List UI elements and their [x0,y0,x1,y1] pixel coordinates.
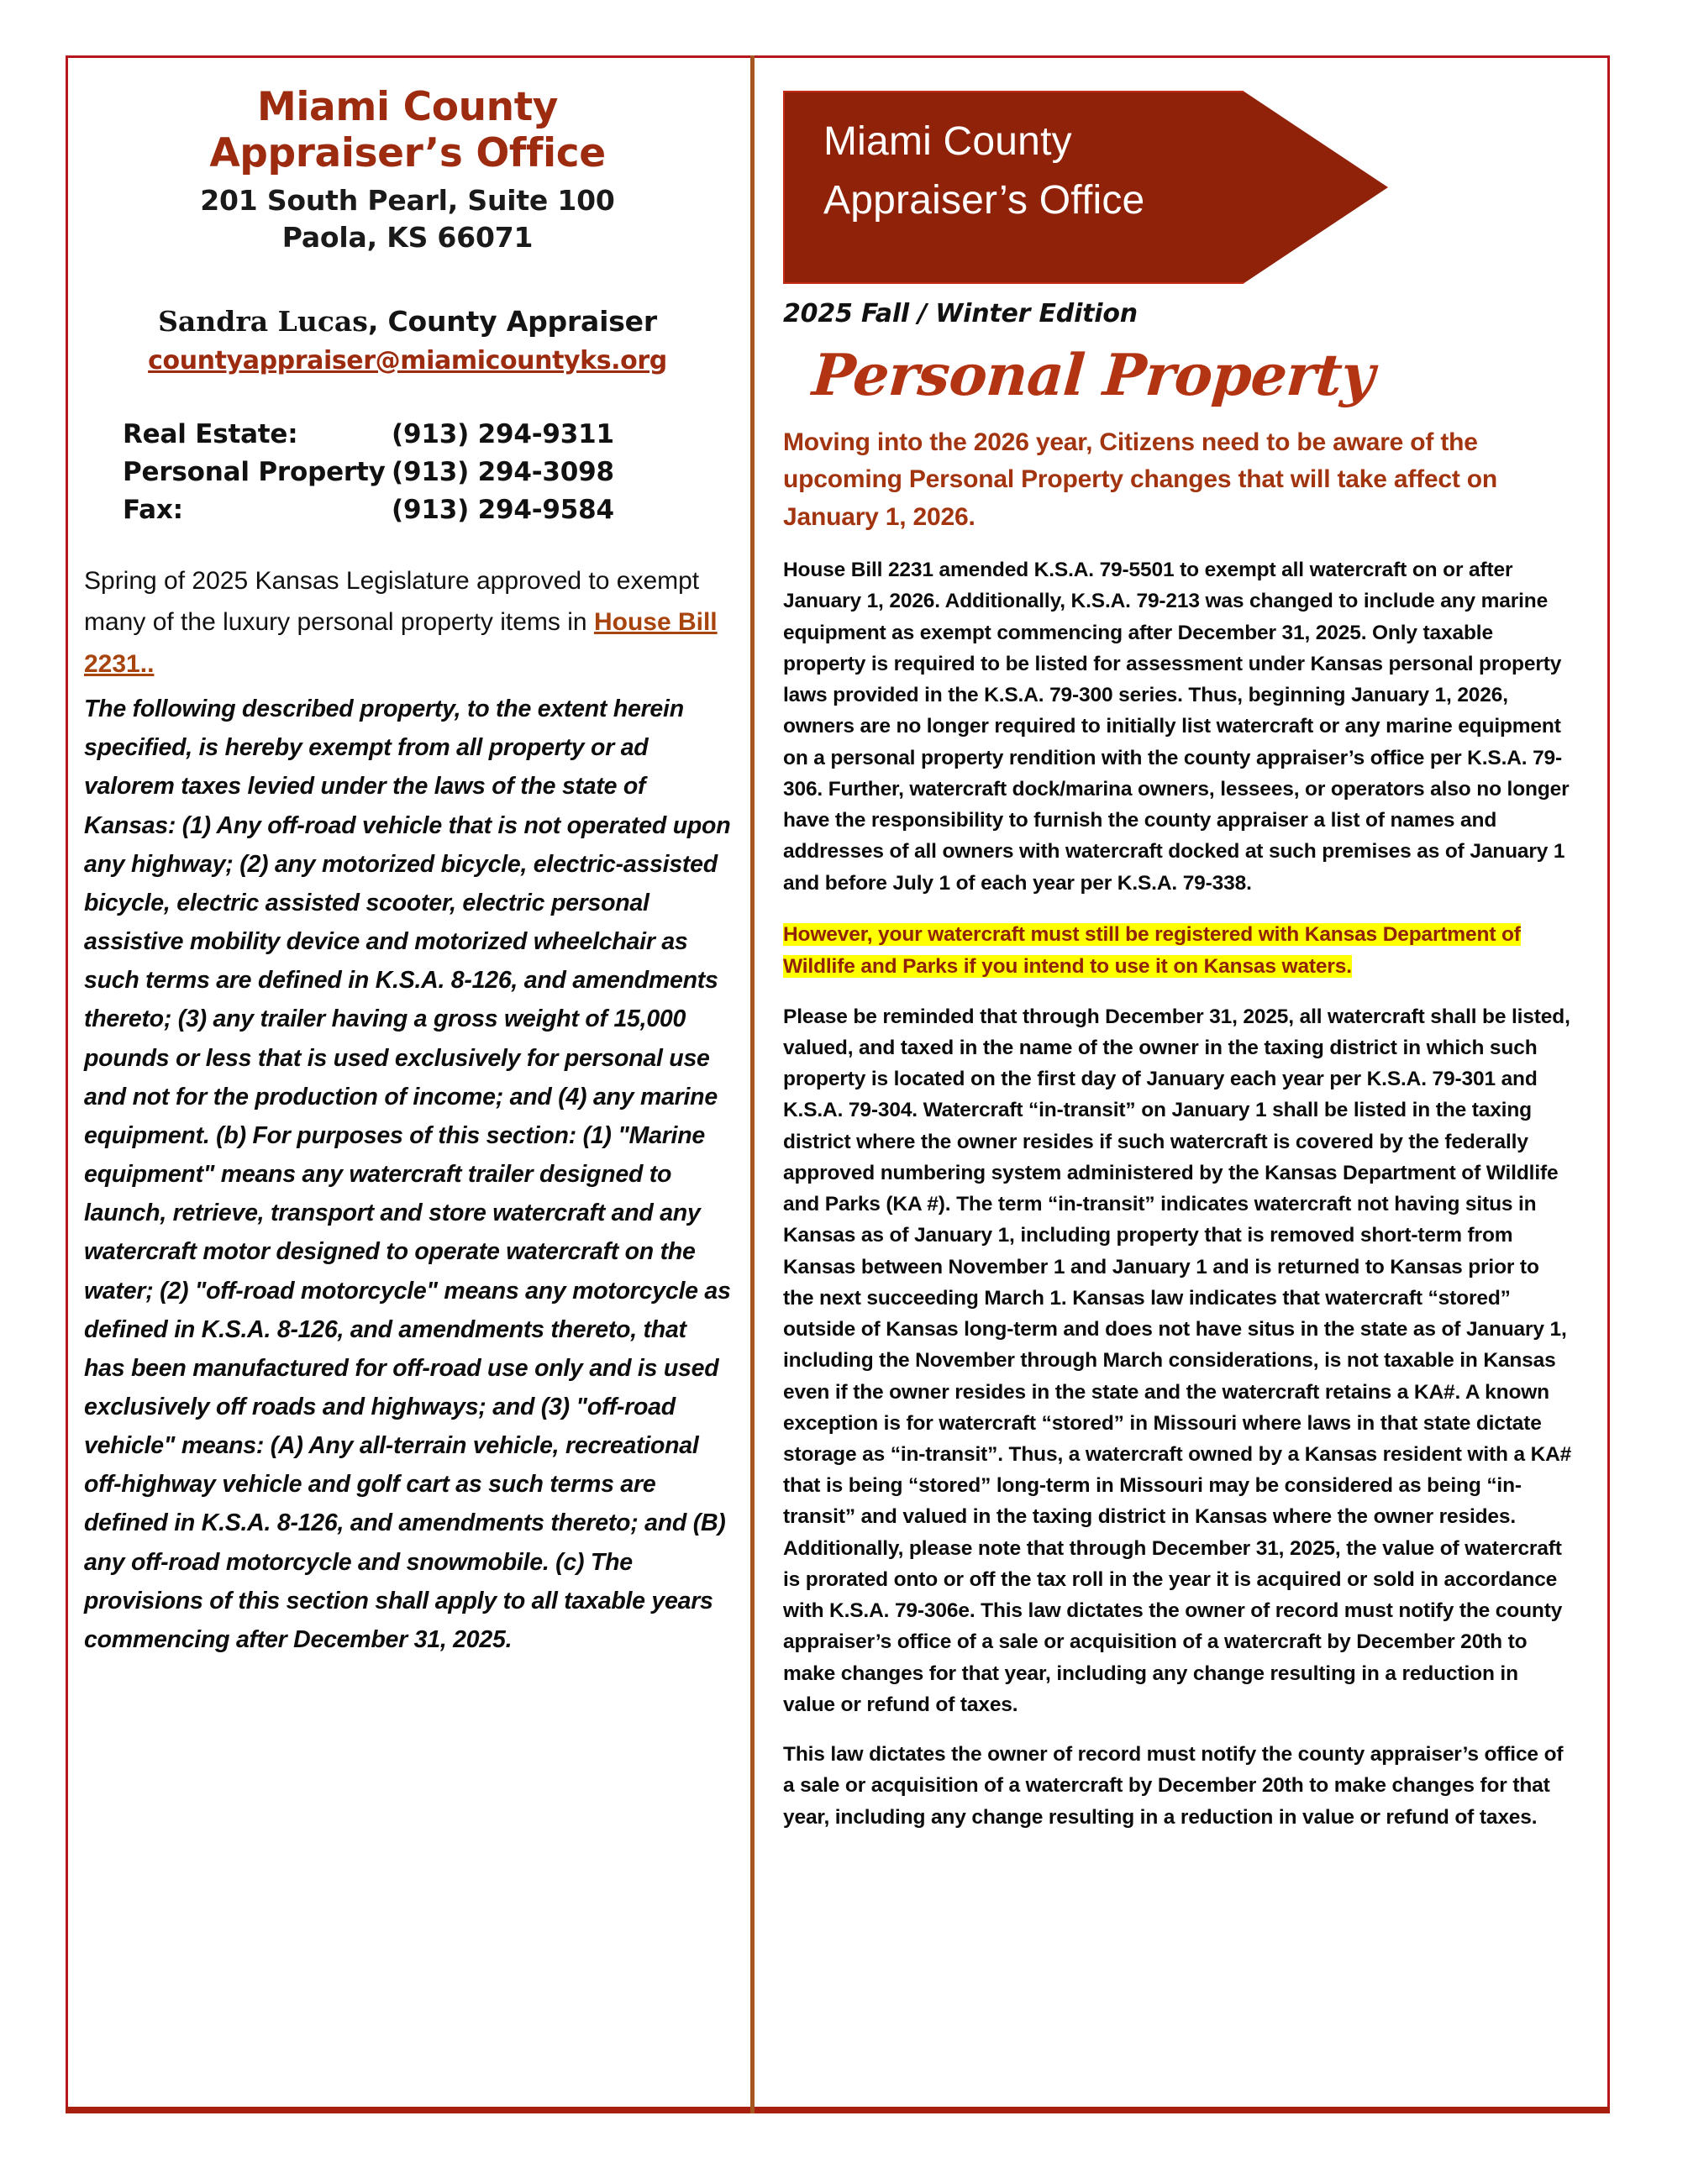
phone-list [84,419,731,525]
house-bill-2231-link[interactable]: House Bill 2231.. [84,608,718,678]
address-line-1: 201 South Pearl, Suite 100 [200,183,615,217]
body-paragraph-3: This law dictates the owner of record must notify the county appraiser’s office of a sale or acquisition of a watercraft by December 20th to make changes for that year, including any change resulting in a reduction in value or refund of taxes. [783,1743,1564,1829]
appraiser-name: Sandra Lucas [158,304,368,338]
masthead-arrow-banner [783,91,1388,284]
masthead-text [823,113,1144,229]
phone-number: (913) 294-9584 [392,494,614,525]
highlighted-note-text: However, your watercraft must still be registered with Kansas Department of Wildlife and Parks if you intend to use it on Kansas waters. [783,922,1521,978]
section-headline: Personal Property [810,342,1376,409]
address-line-2: Paola, KS 66071 [281,220,534,254]
phone-row [123,419,731,449]
highlighted-note [783,919,1573,983]
appraiser-credit [84,305,731,338]
phone-number: (913) 294-3098 [392,456,614,487]
masthead-line1: Miami County [823,119,1072,164]
phone-row [123,457,731,487]
edition-label: 2025 Fall / Winter Edition [783,299,1138,328]
office-title-line1: Miami County [256,84,559,130]
legislature-intro-paragraph [84,560,731,685]
masthead-line2: Appraiser’s Office [823,177,1145,223]
page-bottom-accent-bar [66,2107,1610,2113]
statute-quote-text: The following described property, to the extent herein specified, is hereby exempt from all property or ad valorem taxes levied under the laws of the state of Kansas: (1) Any off-road vehicle that is not operated upon any highway; (2) any motorized bicycle, electric-assisted bicycle, electric assisted scooter, electric personal assistive mobility device and motorized wheelchair as such terms are defined in K.S.A. 8-126, and amendments thereto; (3) any trailer having a gross weight of 15,000 pounds or less that is used exclusively for personal use and not for the production of income; and (4) any marine equipment. (b) For purposes of this section: (1) "Marine equipment" means any watercraft trailer designed to launch, retrieve, transport and store watercraft and any watercraft motor designed to operate watercraft on the water; (2) "off-road motorcycle" means any motorcycle as defined in K.S.A. 8-126, and amendments thereto, that has been manufactured for off-road use only and is used exclusively off roads and highways; and (3) "off-road vehicle" means: (A) Any all-terrain vehicle, recreational off-highway vehicle and golf cart as such terms are defined in K.S.A. 8-126, and amendments thereto; and (B) any off-road motorcycle and snowmobile. (c) The provisions of this section shall apply to all taxable years commencing after December 31, 2025. [84,696,731,1653]
right-column [769,66,1601,2098]
column-divider-rule [750,55,755,2113]
left-column [84,84,731,2083]
body-paragraph-2: Please be reminded that through December 31, 2025, all watercraft shall be listed, valued, and taxed in the name of the owner in the taxing district in which such property is located on the first day of January each year per K.S.A. 79-301 and K.S.A. 79-304. Watercraft “in-transit” on January 1 shall be listed in the taxing district where the owner resides if such watercraft is covered by the federally approved numbering system administered by the Kansas Department of Wildlife and Parks (KA #). The term “in-transit” indicates watercraft not having situs in Kansas as of January 1, including property that is removed short-term from Kansas between November 1 and January 1 and is returned to Kansas prior to the next succeeding March 1. Kansas law indicates that watercraft “stored” outside of Kansas long-term and does not have situs in the state as of January 1, including the November through March considerations, is not taxable in Kansas even if the owner resides in the state and the watercraft retains a KA#. A known exception is for watercraft “stored” in Missouri where laws in that state dictate storage as “in-transit”. Thus, a watercraft owned by a Kansas resident with a KA# that is being “stored” long-term in Missouri may be considered as being “in-transit” and valued in the taxing district in Kansas where the owner resides. Additionally, please note that through December 31, 2025, the value of watercraft is prorated onto or off the tax roll in the year it is acquired or sold in accordance with K.S.A. 79-306e. This law dictates the owner of record must notify the county appraiser’s office of a sale or acquisition of a watercraft by December 20th to make changes for that year, including any change resulting in a reduction in value or refund of taxes. [783,1005,1572,1716]
phone-row [123,495,731,525]
body-paragraph-1: House Bill 2231 amended K.S.A. 79-5501 to exempt all watercraft on or after January 1, 2026. Additionally, K.S.A. 79-213 was changed to include any marine equipment as exempt commencing after December 31, 2025. Only taxable property is required to be listed for assessment under Kansas personal property laws provided in the K.S.A. 79-300 series. Thus, beginning January 1, 2026, owners are no longer required to initially list watercraft or any marine equipment on a personal property rendition with the county appraiser’s office per K.S.A. 79-306. Further, watercraft dock/marina owners, lessees, or operators also no longer have the responsibility to furnish the county appraiser a list of names and addresses of all owners with watercraft docked at such premises as of January 1 and before July 1 of each year per K.S.A. 79-338. [783,559,1570,895]
lede-paragraph: Moving into the 2026 year, Citizens need to be aware of the upcoming Personal Property changes that will take affect on January 1, 2026. [783,428,1498,531]
office-title-line2: Appraiser’s Office [209,130,606,177]
appraiser-role: , County Appraiser [367,304,657,338]
phone-label: Real Estate: [123,418,298,449]
office-title [84,84,731,177]
phone-number: (913) 294-9311 [392,418,614,449]
office-address [84,182,731,256]
phone-label: Fax: [123,494,183,525]
phone-label: Personal Property [123,456,386,487]
appraiser-email-link[interactable]: countyappraiser@miamicountyks.org [148,345,667,375]
legislature-intro-text: Spring of 2025 Kansas Legislature approved to exempt many of the luxury personal property items in [84,566,700,637]
